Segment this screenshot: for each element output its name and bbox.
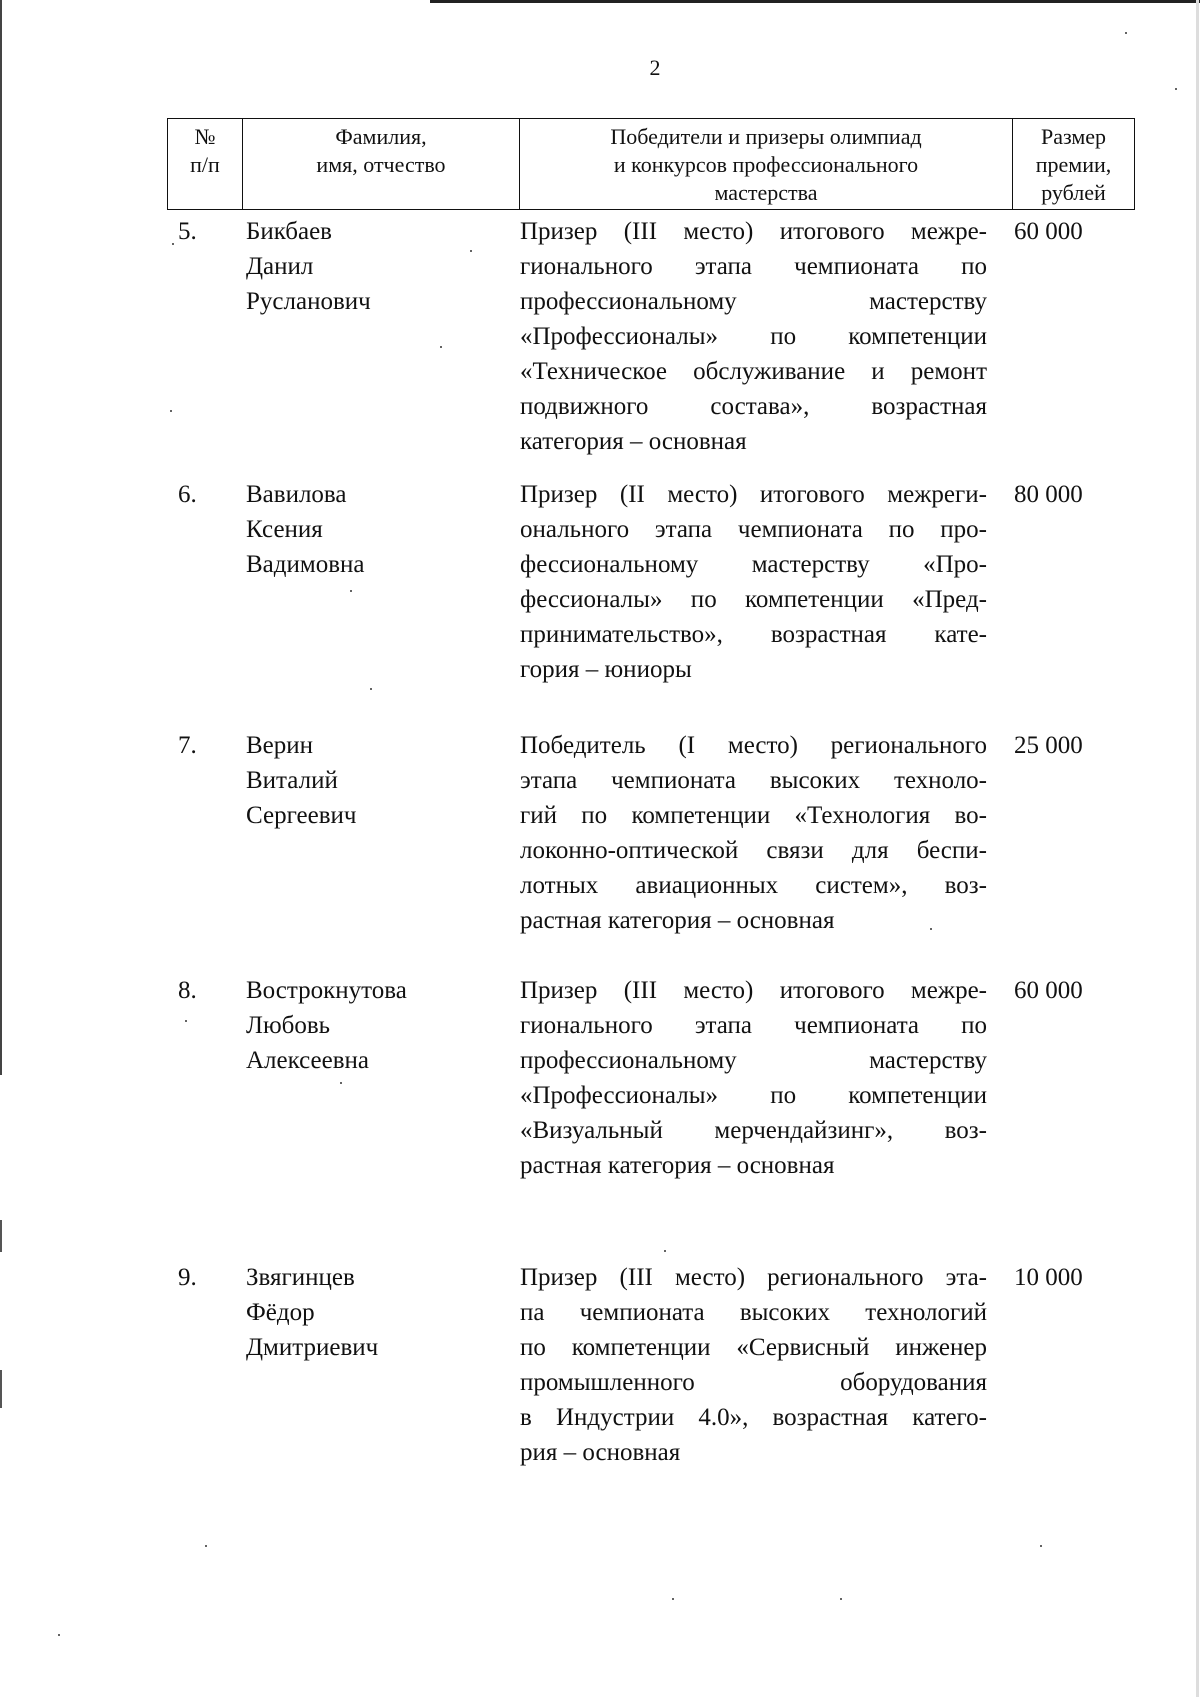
header-amount-line: Размер (1040, 124, 1107, 149)
description-line: гий по компетенции «Технология во- (520, 802, 987, 829)
name-line: Вадимовна (246, 551, 365, 578)
description-line: гионального этапа чемпионата по (520, 253, 987, 280)
header-description-line: и конкурсов профессионального (613, 152, 919, 177)
name-line: Русланович (246, 288, 371, 315)
description-line: Победитель (I место) регионального (520, 732, 987, 759)
description-line: фессионалы» по компетенции «Пред- (520, 586, 987, 613)
name-line: Сергеевич (246, 802, 357, 829)
description-line: «Профессионалы» по компетенции (520, 323, 987, 350)
scan-right-edge (1196, 0, 1199, 1697)
scan-speck (1040, 1545, 1042, 1547)
description-line: принимательство», возрастная кате- (520, 621, 987, 648)
name-line: Виталий (246, 767, 338, 794)
description-line: «Профессионалы» по компетенции (520, 1082, 987, 1109)
row-description (520, 1260, 987, 1470)
description-line: Призер (III место) итогового межре- (520, 977, 987, 1004)
scan-speck (185, 1020, 187, 1022)
row-number: 7. (178, 732, 197, 759)
name-line: Данил (246, 253, 314, 280)
name-line: Вавилова (246, 481, 347, 508)
row-name (246, 973, 506, 1078)
name-line: Бикбаев (246, 218, 332, 245)
row-description (520, 214, 987, 459)
description-line: профессиональному мастерству (520, 1047, 987, 1074)
table-header (167, 118, 1135, 210)
description-line: фессиональному мастерству «Про- (520, 551, 987, 578)
row-number: 9. (178, 1264, 197, 1291)
name-line: Вострокнутова (246, 977, 407, 1004)
description-line: Призер (II место) итогового межреги- (520, 481, 987, 508)
row-number: 6. (178, 481, 197, 508)
description-line: по компетенции «Сервисный инженер (520, 1334, 987, 1361)
description-line: промышленного оборудования (520, 1369, 987, 1396)
header-name-line: Фамилия, (335, 124, 427, 149)
header-cell-amount (1013, 119, 1135, 210)
header-cell-name (243, 119, 520, 210)
description-line: «Визуальный мерчендайзинг», воз- (520, 1117, 987, 1144)
scan-mark (0, 1370, 2, 1408)
scan-speck (170, 410, 172, 412)
name-line: Верин (246, 732, 314, 759)
row-amount: 25 000 (1014, 732, 1083, 759)
row-description (520, 728, 987, 938)
name-line: Фёдор (246, 1299, 315, 1326)
description-line: локонно-оптической связи для беспи- (520, 837, 987, 864)
header-number-line: № (194, 124, 216, 149)
row-description (520, 973, 987, 1183)
scan-speck (172, 243, 174, 245)
row-amount: 80 000 (1014, 481, 1083, 508)
header-name-line: имя, отчество (316, 152, 446, 177)
page-number: 2 (649, 55, 661, 80)
header-amount-line: рублей (1041, 180, 1106, 205)
header-number-line: п/п (190, 152, 220, 177)
description-line: рия – основная (520, 1439, 681, 1466)
scan-speck (440, 346, 442, 348)
row-name (246, 728, 506, 833)
description-line: профессиональному мастерству (520, 288, 987, 315)
header-description-line: Победители и призеры олимпиад (610, 124, 922, 149)
scan-speck (1175, 88, 1177, 90)
header-amount-line: премии, (1035, 152, 1112, 177)
row-number: 8. (178, 977, 197, 1004)
row-name (246, 477, 506, 582)
header-description-line: мастерства (714, 180, 818, 205)
name-line: Дмитриевич (246, 1334, 379, 1361)
scan-speck (840, 1598, 842, 1600)
description-line: «Техническое обслуживание и ремонт (520, 358, 987, 385)
description-line: растная категория – основная (520, 1152, 835, 1179)
name-line: Ксения (246, 516, 323, 543)
description-line: лотных авиационных систем», воз- (520, 872, 987, 899)
header-cell-number (168, 119, 243, 210)
name-line: Алексеевна (246, 1047, 370, 1074)
scan-top-edge (430, 0, 1200, 3)
scan-speck (1125, 32, 1127, 34)
row-description (520, 477, 987, 687)
scan-speck (58, 1634, 60, 1636)
description-line: па чемпионата высоких технологий (520, 1299, 987, 1326)
name-line: Звягинцев (246, 1264, 355, 1291)
row-amount: 60 000 (1014, 218, 1083, 245)
description-line: подвижного состава», возрастная (520, 393, 987, 420)
description-line: растная категория – основная (520, 907, 835, 934)
row-name (246, 1260, 506, 1365)
row-number: 5. (178, 218, 197, 245)
description-line: категория – основная (520, 428, 747, 455)
description-line: Призер (III место) регионального эта- (520, 1264, 987, 1291)
description-line: онального этапа чемпионата по про- (520, 516, 987, 543)
scan-speck (350, 590, 352, 592)
header-cell-description (520, 119, 1013, 210)
scan-speck (672, 1598, 674, 1600)
scan-mark (0, 1220, 2, 1252)
scan-speck (205, 1545, 207, 1547)
scan-left-edge (0, 0, 2, 1075)
row-name (246, 214, 506, 319)
description-line: этапа чемпионата высоких техноло- (520, 767, 987, 794)
name-line: Любовь (246, 1012, 331, 1039)
scan-speck (664, 1250, 666, 1252)
description-line: в Индустрии 4.0», возрастная катего- (520, 1404, 987, 1431)
description-line: Призер (III место) итогового межре- (520, 218, 987, 245)
scan-speck (370, 688, 372, 690)
description-line: гионального этапа чемпионата по (520, 1012, 987, 1039)
scan-speck (340, 1082, 342, 1084)
description-line: гория – юниоры (520, 656, 692, 683)
row-amount: 60 000 (1014, 977, 1083, 1004)
row-amount: 10 000 (1014, 1264, 1083, 1291)
